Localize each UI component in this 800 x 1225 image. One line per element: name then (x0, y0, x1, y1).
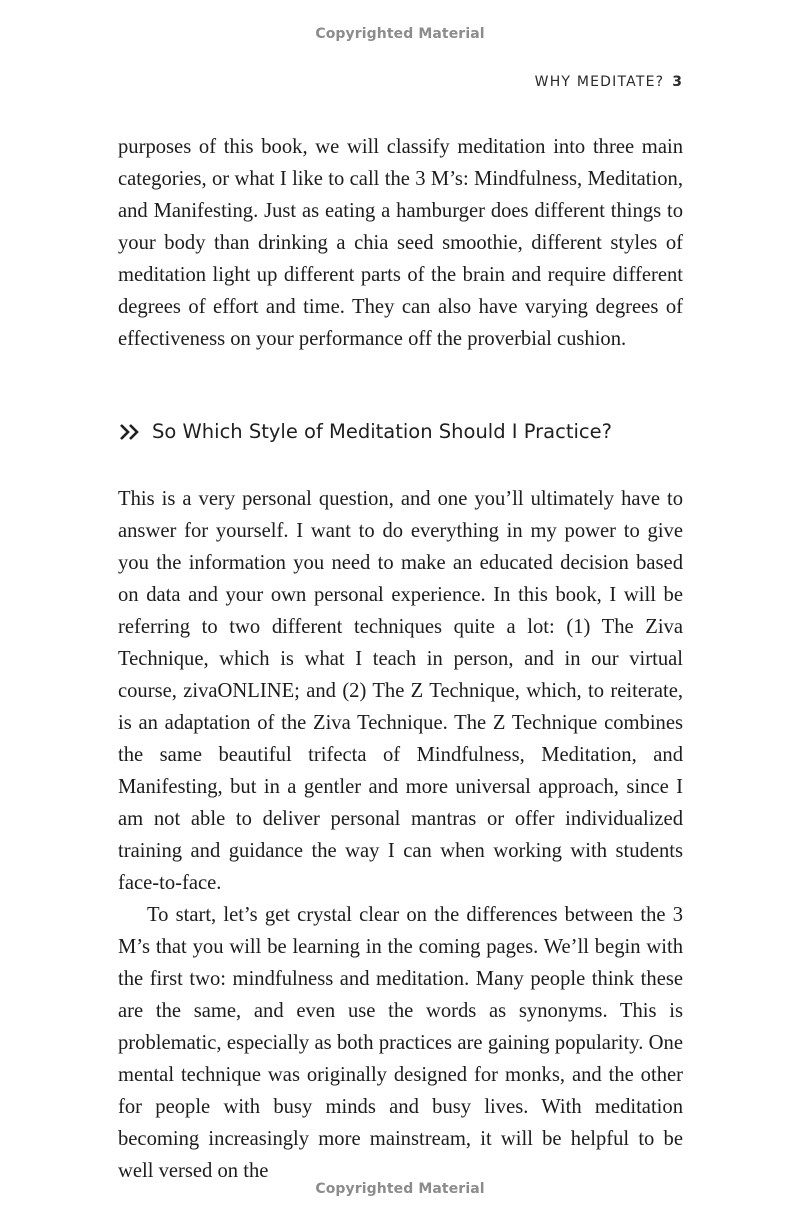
page-number: 3 (672, 74, 682, 90)
paragraph: purposes of this book, we will classify meditation into three main categories, or what I like to call the 3 M’s: Mindfulness, Meditation, and Manifesting. Just as eating a hamburger does different things to your body than drinking a chia seed smoothie, different styles of meditation light up different parts of the brain and require different degrees of effort and time. They can also have varying degrees of effectiveness on your performance off the proverbial cushion. (118, 136, 683, 350)
copyright-watermark-bottom: Copyrighted Material (315, 1181, 485, 1197)
body-text-top (118, 131, 683, 355)
running-header (535, 74, 682, 90)
section-heading (118, 420, 718, 443)
paragraph: To start, let’s get crystal clear on the differences between the 3 M’s that you will be learning in the coming pages. We’ll begin with the first two: mindfulness and meditation. Many people think these are the same, and even use the words as synonyms. This is problematic, especially as both practices are gaining popularity. One mental technique was originally designed for monks, and the other for people with busy minds and busy lives. With meditation becoming increasingly more mainstream, it will be helpful to be well versed on the (118, 904, 683, 1182)
double-chevron-right-icon (118, 421, 142, 443)
copyright-watermark-top: Copyrighted Material (315, 26, 485, 42)
paragraph: This is a very personal question, and one you’ll ultimately have to answer for yourself. I want to do everything in my power to give you the information you need to make an educated decision based on data and your own personal experience. In this book, I will be referring to two different techniques quite a lot: (1) The Ziva Technique, which is what I teach in person, and in our virtual course, zivaONLINE; and (2) The Z Technique, which, to reiterate, is an adaptation of the Ziva Technique. The Z Technique combines the same beautiful trifecta of Mindfulness, Meditation, and Manifesting, but in a gentler and more universal approach, since I am not able to deliver personal mantras or offer individualized training and guidance the way I can when working with students face-to-face. (118, 488, 683, 894)
chapter-title: WHY MEDITATE? (534, 74, 665, 90)
body-text-main (118, 483, 683, 1187)
section-heading-text: So Which Style of Meditation Should I Practice? (152, 420, 612, 443)
